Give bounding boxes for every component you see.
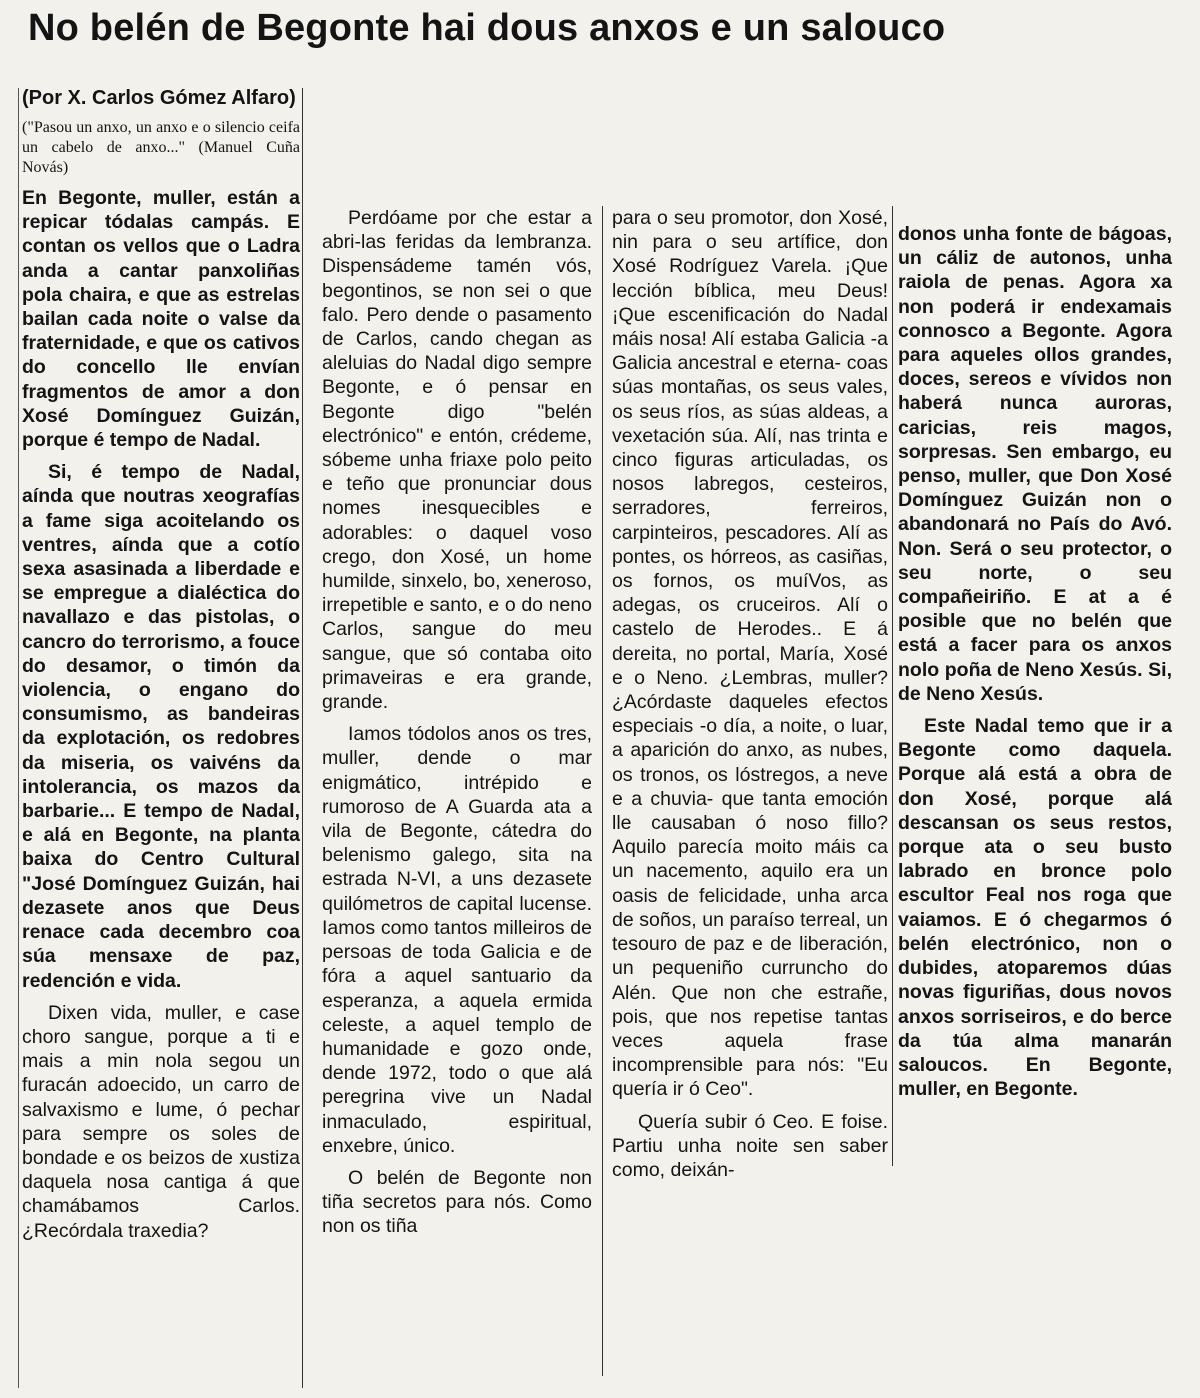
article-paragraph: donos unha fonte de bágoas, un cáliz de autonos, unha raiola de penas. Agora xa non poderá ir endexamais connosco a Begonte. Agora para aqueles ollos grandes, doces, sereos e vívidos non haberá nunca auroras, caricias, reis magos, sorpresas. Sen embargo, eu penso, muller, que Don Xosé Domínguez Guizán non o abandonará no País do Avó. Non. Será o seu protector, o seu norte, o seu compañeiriño. E at a é posible que no belén que está a facer para os anxos nolo poña de Neno Xesús. Si, de Neno Xesús. [898, 223, 1172, 705]
article-paragraph: Este Nadal temo que ir a Begonte como daquela. Porque alá está a obra de don Xosé, porque alá descansan os seus restos, porque ata o seu busto labrado en bronce polo escultor Feal nos roga que vaiamos. E ó chegarmos ó belén electrónico, non o dubides, atoparemos dúas novas figuriñas, dous novos anxos sorriseiros, e do berce da túa alma manarán saloucos. En Begonte, muller, en Begonte. [898, 715, 1172, 1101]
article-paragraph: Si, é tempo de Nadal, aínda que noutras xeografías a fame siga acoitelando os ventres, aínda que a cotío sexa asasinada a liberdade e se empregue a dialéctica do navallazo e das pistolas, o cancro do terrorismo, a fouce do desamor, o timón da violencia, o engano do consumismo, as bandeiras da explotación, os redobres da miseria, os vaivéns da intolerancia, os mazos da barbarie... E tempo de Nadal, e alá en Begonte, na planta baixa do Centro Cultural "José Domínguez Guizán, hai dezasete anos que Deus renace cada decembro coa súa mensaxe de paz, redención e vida. [22, 461, 300, 992]
article-byline: (Por X. Carlos Gómez Alfaro) [22, 87, 296, 109]
article-paragraph: Quería subir ó Ceo. E foise. Partiu unha noite sen saber como, deixán- [612, 1110, 888, 1181]
article-paragraph: Dixen vida, muller, e case choro sangue, porque a ti e mais a min nola segou un furacán adoecido, un carro de salvaxismo e lume, ó pechar para sempre os soles de bondade e os beizos de xustiza daquela nosa cantiga á que chamábamos Carlos. ¿Recórdala traxedia? [22, 1001, 300, 1242]
article-epigraph: ("Pasou un anxo, un anxo e o silencio ceifa un cabelo de anxo..." (Manuel Cuña Novás) [22, 119, 300, 176]
article-column-2 [322, 206, 592, 1247]
article-headline: No belén de Begonte hai dous anxos e un salouco [28, 7, 946, 49]
column-rule [602, 206, 603, 1376]
article-column-1 [22, 86, 300, 1251]
article-paragraph: para o seu promotor, don Xosé, nin para o seu artífice, don Xosé Rodríguez Varela. ¡Que lección bíblica, meu Deus! ¡Que escenificación do Nadal máis nosa! Alí estaba Galicia -a Galicia ancestral e eterna- coas súas montañas, os seus vales, os seus ríos, as súas aldeas, a vexetación súa. Alí, nas trinta e cinco figuras articuladas, os nosos labregos, cesteiros, serradores, ferreiros, carpinteiros, pescadores. Alí as pontes, os hórreos, as casiñas, os fornos, os muíVos, as adegas, os cruceiros. Alí o castelo de Herodes.. E á dereita, no portal, María, Xosé e o Neno. ¿Lembras, muller? ¿Acórdaste daqueles efectos especiais -o día, a noite, o luar, a aparición do anxo, as nubes, os tronos, os lóstregos, a neve e a chuvia- que tanta emoción lle causaban ó noso fillo? Aquilo parecía moito máis ca un nacemento, aquilo era un oasis de felicidade, unha arca de soños, un paraíso terreal, un tesouro de paz e de liberación, un pequeniño curruncho do Alén. Que non che estrañe, pois, que nos repetise tantas veces aquela frase incomprensible para nós: "Eu quería ir ó Ceo". [612, 207, 888, 1101]
article-column-3 [612, 206, 888, 1190]
article-paragraph: En Begonte, muller, están a repicar tódalas campás. E contan os vellos que o Ladra anda a cantar panxoliñas pola chaira, e que as estrelas bailan cada noite o valse da fraternidade, e que os cativos do concello lle envían fragmentos de amor a don Xosé Domínguez Guizán, porque é tempo de Nadal. [22, 187, 300, 452]
column-rule [18, 88, 19, 1388]
article-column-4 [898, 222, 1172, 1109]
article-paragraph: Perdóame por che estar a abri-las feridas da lembranza. Dispensádeme tamén vós, begontinos, se non sei o que falo. Pero dende o pasamento de Carlos, cando chegan as aleluias do Nadal digo sempre Begonte, e ó pensar en Begonte digo "belén electrónico" e entón, crédeme, sóbeme unha friaxe polo peito e teño que pronunciar dous nomes inesquecibles e adorables: o daquel voso crego, don Xosé, un home humilde, sinxelo, bo, xeneroso, irrepetible e santo, e o do neno Carlos, sangue do meu sangue, que só contaba oito primaveiras e era grande, grande. [322, 207, 592, 714]
article-paragraph: O belén de Begonte non tiña secretos para nós. Como non os tiña [322, 1166, 592, 1238]
column-rule [892, 206, 893, 1166]
column-rule [302, 88, 303, 1388]
article-paragraph: Iamos tódolos anos os tres, muller, dende o mar enigmático, intrépido e rumoroso de A Guarda ata a vila de Begonte, cátedra do belenismo galego, sita na estrada N-VI, a uns dezasete quilómetros de capital lucense. Iamos como tantos milleiros de persoas de toda Galicia e de fóra a aquel santuario da esperanza, a aquela ermida celeste, a aquel templo de humanidade e gozo onde, dende 1972, todo o que alá peregrina vive un Nadal inmaculado, espiritual, enxebre, único. [322, 723, 592, 1157]
